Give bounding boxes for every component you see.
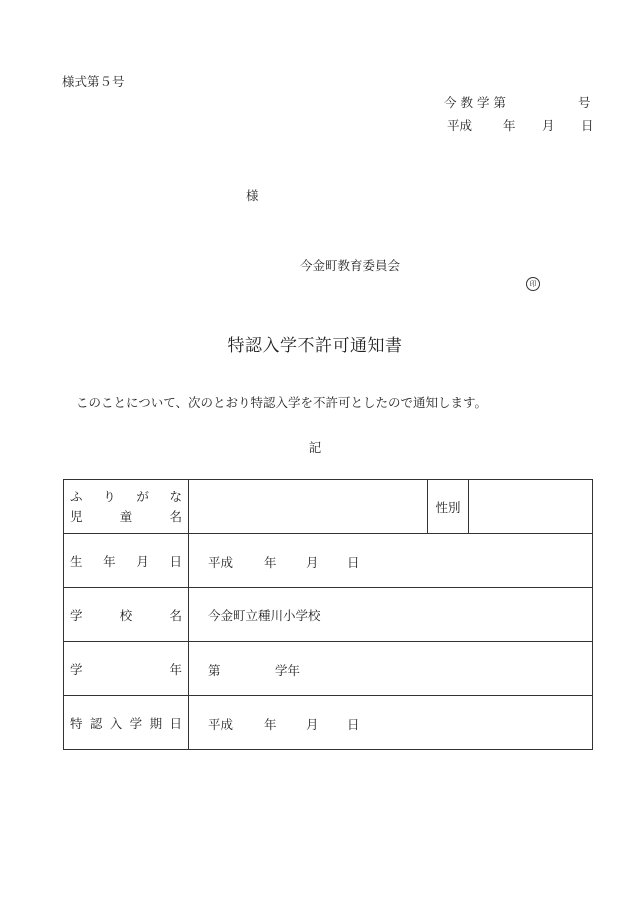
child-name-label (64, 480, 189, 534)
table-row (64, 534, 593, 588)
ki-heading: 記 (308, 440, 322, 455)
table-row (64, 480, 593, 534)
birthdate-field[interactable]: 平成 年 月 日 (189, 534, 593, 588)
grade-label: 学 年 (64, 642, 189, 696)
reference-prefix: 今 教 学 第 (444, 95, 506, 110)
table-row (64, 588, 593, 642)
reference-number (444, 93, 592, 109)
issue-date-era: 平成 (447, 118, 473, 133)
school-name-label: 学 校 名 (64, 588, 189, 642)
issuer-name: 今金町教育委員会 (300, 258, 401, 273)
table-row (64, 696, 593, 750)
addressee-suffix: 様 (246, 188, 259, 203)
entry-date-field[interactable]: 平成 年 月 日 (189, 696, 593, 750)
seal-mark: 印 (526, 277, 540, 291)
furigana-label: ふ り が な (70, 488, 182, 504)
issue-date-day: 日 (581, 118, 594, 133)
entry-date-label: 特 認 入 学 期 日 (64, 696, 189, 750)
reference-suffix: 号 (578, 95, 591, 110)
school-name-value: 今金町立種川小学校 (189, 588, 593, 642)
issue-date (447, 116, 592, 132)
notice-table (63, 479, 593, 750)
child-name-field[interactable] (189, 480, 428, 534)
gender-field[interactable] (469, 480, 593, 534)
grade-field[interactable]: 第 学年 (189, 642, 593, 696)
document-title: 特認入学不許可通知書 (227, 336, 403, 356)
table-row (64, 642, 593, 696)
child-name-label-text: 児 童 名 (70, 508, 182, 524)
birthdate-label: 生 年 月 日 (64, 534, 189, 588)
issue-date-month: 月 (542, 118, 555, 133)
form-number: 様式第５号 (62, 74, 125, 89)
issue-date-year: 年 (503, 118, 516, 133)
notice-body: このことについて、次のとおり特認入学を不許可としたので通知します。 (76, 395, 488, 410)
gender-label: 性別 (428, 480, 469, 534)
